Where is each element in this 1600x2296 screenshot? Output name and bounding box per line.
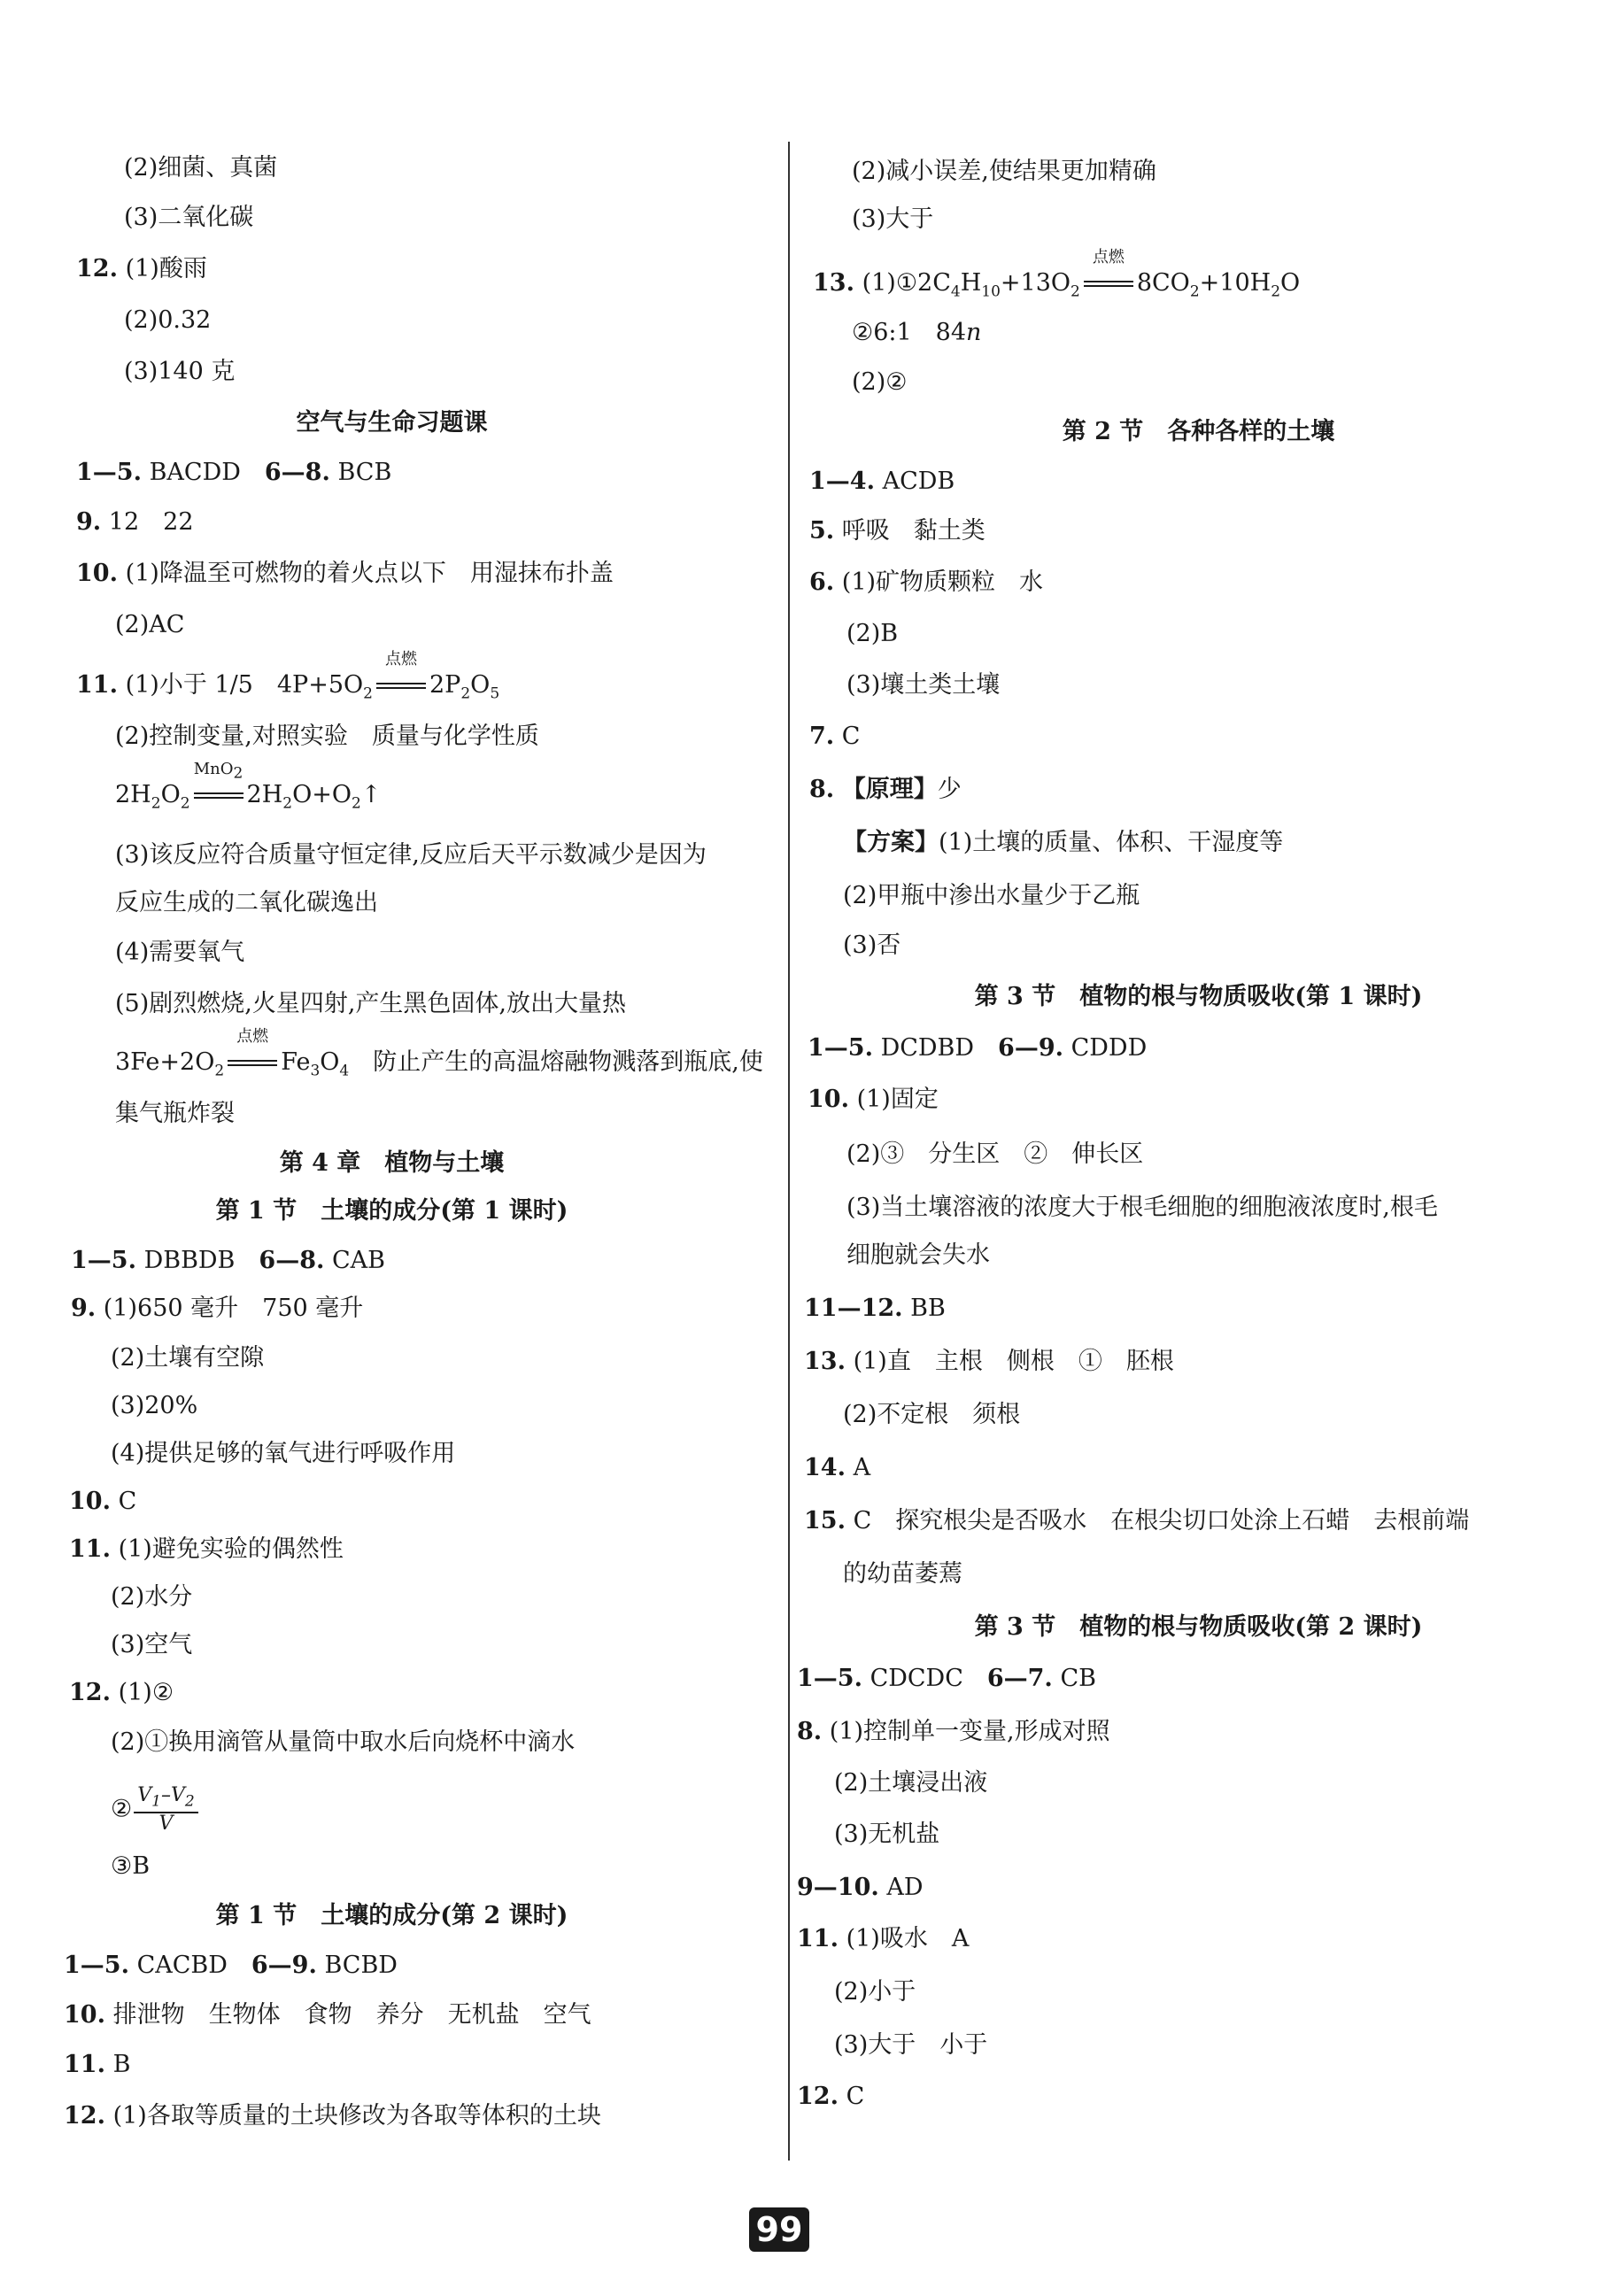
answer-line bbox=[76, 506, 194, 538]
answer-text: CDDD bbox=[1071, 1034, 1148, 1062]
answer-line bbox=[808, 1084, 939, 1116]
answer-line: 11. (1)小于 1/5 $4P+5O_2$ 点燃 $2P_2O_5$ bbox=[76, 650, 500, 703]
answer-text: C bbox=[846, 2083, 865, 2110]
answer-text: C bbox=[841, 723, 861, 750]
answer-line: (2)减小误差,使结果更加精确 bbox=[852, 158, 1156, 185]
answer-text: O+O bbox=[292, 781, 352, 808]
answer-line bbox=[76, 457, 391, 489]
subscript: 2 bbox=[1189, 282, 1200, 301]
answer-line bbox=[797, 1716, 1110, 1748]
section-heading: 第 1 节 土壤的成分(第 2 课时) bbox=[215, 1902, 568, 1929]
question-number: 9. bbox=[71, 1295, 97, 1322]
answer-text: +13O bbox=[1000, 269, 1071, 297]
reaction-arrow bbox=[228, 1027, 277, 1078]
answer-line bbox=[809, 515, 986, 547]
answer-line bbox=[115, 1027, 763, 1086]
answer-text: (1)避免实验的偶然性 bbox=[118, 1535, 344, 1563]
subscript: 1 bbox=[151, 1792, 161, 1811]
answer-line: (2)② bbox=[852, 368, 908, 396]
question-number: 1—5. bbox=[808, 1034, 873, 1062]
answer-line: (3)当土壤溶液的浓度大于根毛细胞的细胞液浓度时,根毛 bbox=[846, 1194, 1438, 1221]
answer-line: (3)壤土类土壤 bbox=[846, 671, 1001, 699]
answer-line: ③B bbox=[111, 1852, 151, 1880]
answer-text: Fe bbox=[281, 1048, 311, 1076]
answer-text: ②6:1 84 bbox=[852, 319, 967, 346]
answer-text: 12 22 bbox=[108, 508, 194, 536]
question-number: 1—5. bbox=[64, 1952, 129, 1979]
reaction-condition: MnO bbox=[193, 760, 234, 778]
answer-text: 防止产生的高温熔融物溅落到瓶底,使 bbox=[373, 1048, 763, 1076]
answer-line: (2)土壤有空隙 bbox=[111, 1344, 265, 1372]
subscript: 2 bbox=[1271, 282, 1281, 301]
answer-line bbox=[809, 567, 1043, 599]
answer-text: BACDD bbox=[149, 459, 241, 486]
answer-line bbox=[797, 1872, 924, 1904]
answer-text: (1)吸水 A bbox=[846, 1925, 970, 1952]
subscript: 2 bbox=[184, 1792, 195, 1811]
answer-line: (3)无机盐 bbox=[834, 1821, 940, 1848]
question-number: 15. bbox=[804, 1507, 846, 1535]
answer-text: AD bbox=[886, 1874, 924, 1901]
answer-text: O bbox=[1280, 269, 1301, 297]
answer-text: BCB bbox=[337, 459, 392, 486]
answer-text: 8CO bbox=[1136, 269, 1190, 297]
answer-line: (2)水分 bbox=[111, 1583, 193, 1611]
subscript: 4 bbox=[950, 282, 961, 301]
question-number: 8. bbox=[809, 776, 835, 803]
answer-line bbox=[69, 1486, 136, 1518]
subscript: 2 bbox=[282, 794, 293, 813]
answer-line bbox=[111, 1785, 198, 1835]
answer-text: (1)小于 1/5 4P+5O bbox=[125, 671, 364, 699]
answer-text: BB bbox=[910, 1295, 946, 1322]
answer-line: (3)140 克 bbox=[124, 358, 236, 385]
answer-line: (2)不定根 须根 bbox=[843, 1401, 1021, 1428]
answer-line: (4)需要氧气 bbox=[115, 939, 245, 966]
answer-line: (3)该反应符合质量守恒定律,反应后天平示数减少是因为 bbox=[115, 841, 707, 869]
question-number: 7. bbox=[809, 723, 835, 750]
fraction bbox=[134, 1785, 197, 1835]
answer-line bbox=[71, 1245, 385, 1277]
answer-line: (2)③ 分生区 ② 伸长区 bbox=[846, 1140, 1144, 1168]
fraction-text: V bbox=[158, 1813, 174, 1836]
answer-line: (4)提供足够的氧气进行呼吸作用 bbox=[111, 1440, 456, 1467]
answer-text: O bbox=[160, 781, 181, 808]
question-number: 6. bbox=[809, 568, 835, 596]
question-number: 10. bbox=[64, 2001, 105, 2029]
answer-text: n bbox=[966, 319, 982, 346]
answer-line: (5)剧烈燃烧,火星四射,产生黑色固体,放出大量热 bbox=[115, 990, 626, 1017]
answer-line bbox=[64, 2049, 130, 2081]
answer-line bbox=[809, 774, 962, 806]
question-number: 1—4. bbox=[809, 468, 875, 495]
section-heading: 空气与生命习题课 bbox=[296, 409, 488, 437]
subscript: 2 bbox=[151, 794, 161, 813]
question-number: 13. bbox=[804, 1348, 846, 1375]
answer-line bbox=[797, 1923, 969, 1955]
answer-line: (3)否 bbox=[843, 932, 901, 959]
answer-line bbox=[797, 2081, 864, 2113]
question-number: 14. bbox=[804, 1454, 846, 1481]
answer-text: A bbox=[853, 1454, 871, 1481]
question-number: 1—5. bbox=[71, 1247, 136, 1274]
column-divider bbox=[788, 142, 790, 2161]
answer-line bbox=[76, 558, 614, 590]
section-heading: 第 3 节 植物的根与物质吸收(第 2 课时) bbox=[974, 1613, 1423, 1641]
answer-text: (1)①2C bbox=[862, 269, 951, 297]
answer-line bbox=[804, 1346, 1174, 1378]
question-number: 6—9. bbox=[998, 1034, 1064, 1062]
answer-line bbox=[809, 466, 955, 498]
fraction-text: –V bbox=[160, 1784, 185, 1806]
answer-text: CACBD bbox=[136, 1952, 228, 1979]
subscript: 2 bbox=[352, 794, 361, 813]
question-number: 11. bbox=[64, 2051, 105, 2078]
answer-line: 集气瓶炸裂 bbox=[115, 1100, 235, 1127]
reaction-arrow bbox=[1084, 248, 1133, 299]
answer-line bbox=[804, 1293, 946, 1325]
subscript: 4 bbox=[339, 1062, 350, 1080]
answer-text: 排泄物 生物体 食物 养分 无机盐 空气 bbox=[112, 2001, 591, 2029]
answer-line bbox=[76, 253, 207, 285]
answer-line bbox=[797, 1663, 1096, 1695]
answer-text: (1)直 主根 侧根 ① 胚根 bbox=[853, 1348, 1174, 1375]
answer-text: ↑ bbox=[360, 781, 382, 808]
answer-text: (1)固定 bbox=[856, 1086, 939, 1113]
answer-text: 少 bbox=[937, 776, 962, 803]
subscript: 2 bbox=[363, 684, 373, 703]
chapter-heading: 第 4 章 植物与土壤 bbox=[279, 1149, 505, 1177]
answer-line: (2)B bbox=[846, 620, 899, 647]
answer-text: 2P bbox=[429, 671, 461, 699]
question-number: 8. bbox=[797, 1718, 823, 1745]
question-number: 5. bbox=[809, 517, 835, 545]
answer-line bbox=[804, 1505, 1469, 1537]
question-number: 10. bbox=[69, 1488, 111, 1515]
answer-text: DBBDB bbox=[143, 1247, 236, 1274]
question-number: 12. bbox=[64, 2102, 105, 2130]
answer-line: (2)甲瓶中渗出水量少于乙瓶 bbox=[843, 882, 1140, 909]
answer-text: (1)土壤的质量、体积、干湿度等 bbox=[939, 829, 1284, 856]
reaction-condition: 点燃 bbox=[236, 1027, 269, 1046]
answer-line: 反应生成的二氧化碳逸出 bbox=[115, 889, 378, 916]
subscript: 2 bbox=[460, 684, 471, 703]
answer-text: C 探究根尖是否吸水 在根尖切口处涂上石蜡 去根前端 bbox=[853, 1507, 1470, 1535]
question-number: 1—5. bbox=[797, 1665, 862, 1692]
question-number: 10. bbox=[808, 1086, 849, 1113]
question-number: 11—12. bbox=[804, 1295, 903, 1322]
question-number: 1—5. bbox=[76, 459, 142, 486]
reaction-condition: 点燃 bbox=[384, 650, 417, 669]
answer-text: C bbox=[118, 1488, 137, 1515]
answer-line bbox=[64, 1999, 591, 2031]
question-number: 9. bbox=[76, 508, 102, 536]
answer-label: 【原理】 bbox=[841, 776, 938, 803]
answer-text: ② bbox=[111, 1795, 133, 1823]
answer-label: 【方案】 bbox=[843, 829, 939, 856]
subscript: 5 bbox=[490, 684, 500, 703]
answer-line: (2)①换用滴管从量筒中取水后向烧杯中滴水 bbox=[111, 1728, 576, 1756]
section-heading: 第 2 节 各种各样的土壤 bbox=[1062, 418, 1335, 445]
subscript: 2 bbox=[180, 794, 190, 813]
answer-line: (3)大于 小于 bbox=[834, 2031, 988, 2059]
answer-line bbox=[115, 760, 382, 819]
reaction-arrow bbox=[193, 760, 243, 811]
answer-line bbox=[808, 1032, 1147, 1064]
answer-line: 的幼苗萎蔫 bbox=[843, 1560, 962, 1588]
answer-text: (1)矿物质颗粒 水 bbox=[841, 568, 1044, 596]
subscript: 2 bbox=[214, 1062, 225, 1080]
subscript: 2 bbox=[233, 764, 243, 783]
answer-text: (1)控制单一变量,形成对照 bbox=[829, 1718, 1110, 1745]
answer-text: DCDBD bbox=[880, 1034, 975, 1062]
answer-line: (3)二氧化碳 bbox=[124, 204, 254, 231]
answer-text: (1)降温至可燃物的着火点以下 用湿抹布扑盖 bbox=[125, 560, 614, 587]
answer-text: (1)各取等质量的土块修改为各取等体积的土块 bbox=[112, 2102, 601, 2130]
page-number: 99 bbox=[749, 2207, 809, 2252]
subscript: 3 bbox=[310, 1062, 321, 1080]
reaction-arrow bbox=[376, 650, 426, 701]
question-number: 12. bbox=[76, 255, 118, 282]
answer-line bbox=[71, 1293, 363, 1325]
answer-line: (2)细菌、真菌 bbox=[124, 154, 278, 182]
answer-text: B bbox=[112, 2051, 131, 2078]
answer-line: (3)大于 bbox=[852, 205, 934, 233]
question-number: 6—8. bbox=[259, 1247, 325, 1274]
answer-text: (1)650 毫升 750 毫升 bbox=[103, 1295, 364, 1322]
answer-text: 2H bbox=[115, 781, 151, 808]
answer-line bbox=[69, 1534, 344, 1565]
answer-text: ACDB bbox=[882, 468, 955, 495]
subscript: 10 bbox=[981, 282, 1001, 301]
fraction-text: V bbox=[137, 1784, 152, 1806]
answer-text: BCBD bbox=[324, 1952, 398, 1979]
answer-line: 细胞就会失水 bbox=[846, 1241, 990, 1269]
answer-text: 呼吸 黏土类 bbox=[841, 517, 986, 545]
question-number: 11. bbox=[76, 671, 118, 699]
answer-line bbox=[64, 1950, 398, 1982]
question-number: 12. bbox=[69, 1679, 111, 1706]
section-heading: 第 3 节 植物的根与物质吸收(第 1 课时) bbox=[974, 983, 1423, 1010]
question-number: 11. bbox=[69, 1535, 111, 1563]
answer-line: (3)空气 bbox=[111, 1631, 193, 1658]
answer-line: (2)土壤浸出液 bbox=[834, 1769, 988, 1797]
answer-line: (2)小于 bbox=[834, 1978, 916, 2006]
question-number: 6—9. bbox=[251, 1952, 317, 1979]
answer-line: (2)AC bbox=[115, 611, 185, 638]
answer-text: H bbox=[960, 269, 982, 297]
answer-line bbox=[843, 827, 1283, 859]
answer-text: 3Fe+2O bbox=[115, 1048, 215, 1076]
question-number: 6—7. bbox=[986, 1665, 1053, 1692]
answer-text: (1)② bbox=[118, 1679, 174, 1706]
answer-text: CAB bbox=[331, 1247, 385, 1274]
answer-line bbox=[852, 317, 981, 349]
answer-text: 2H bbox=[246, 781, 283, 808]
answer-text: (1)酸雨 bbox=[125, 255, 207, 282]
reaction-condition: 点燃 bbox=[1092, 248, 1125, 267]
answer-line bbox=[809, 721, 860, 753]
subscript: 2 bbox=[1071, 282, 1080, 301]
question-number: 11. bbox=[797, 1925, 839, 1952]
question-number: 6—8. bbox=[264, 459, 330, 486]
answer-text: CDCDC bbox=[870, 1665, 963, 1692]
answer-text: +10H bbox=[1199, 269, 1271, 297]
section-heading: 第 1 节 土壤的成分(第 1 课时) bbox=[215, 1197, 568, 1225]
question-number: 12. bbox=[797, 2083, 839, 2110]
answer-text: CB bbox=[1060, 1665, 1096, 1692]
answer-line bbox=[64, 2100, 601, 2132]
answer-line bbox=[813, 248, 1301, 307]
question-number: 10. bbox=[76, 560, 118, 587]
answer-line: (2)0.32 bbox=[124, 306, 212, 334]
answer-line bbox=[69, 1677, 174, 1709]
answer-line: (2)控制变量,对照实验 质量与化学性质 bbox=[115, 723, 539, 750]
answer-text: O bbox=[320, 1048, 340, 1076]
question-number: 13. bbox=[813, 269, 854, 297]
answer-line: (3)20% bbox=[111, 1392, 198, 1419]
answer-line bbox=[804, 1452, 870, 1484]
question-number: 9—10. bbox=[797, 1874, 879, 1901]
